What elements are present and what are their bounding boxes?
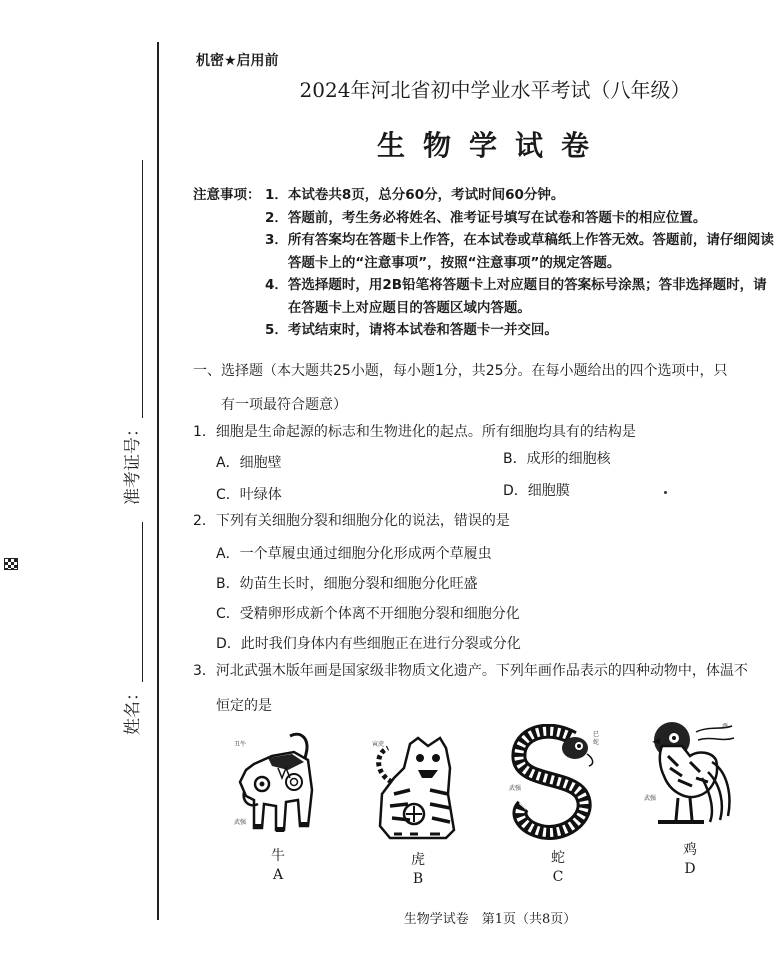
figure-rooster[interactable]	[640, 716, 740, 878]
section-heading	[193, 354, 773, 422]
question-3	[193, 661, 773, 716]
exam-id-blank[interactable]	[126, 160, 143, 418]
page-footer: 生物学试卷 第1页（共8页）	[403, 912, 577, 927]
q2-option-a[interactable]: A．一个草履虫通过细胞分化形成两个草履虫	[216, 546, 492, 562]
figure-name: 蛇	[551, 850, 565, 866]
question-1	[193, 422, 773, 442]
name-blank[interactable]	[126, 522, 143, 682]
question-2	[193, 511, 773, 531]
q2-option-d[interactable]: D．此时我们身体内有些细胞正在进行分裂或分化	[216, 636, 521, 652]
section-heading-line2: 有一项最符合题意）	[221, 397, 347, 413]
svg-text:酉: 酉	[722, 723, 729, 730]
woodblock-prints	[220, 723, 778, 898]
notice-item: 4． 答选择题时，用2B铅笔将答题卡上对应题目的答案标号涂黑；答非选择题时，请在答题卡上对应题目的答题区域内答题。	[265, 277, 767, 316]
figure-key: B	[412, 871, 424, 887]
exam-id-field	[118, 160, 143, 505]
name-field	[118, 522, 143, 735]
q1-option-c[interactable]: C．叶绿体	[216, 487, 282, 503]
svg-text:蛇: 蛇	[593, 739, 600, 746]
q2-option-c[interactable]: C．受精卵形成新个体离不开细胞分裂和细胞分化	[216, 606, 520, 622]
figure-name: 鸡	[683, 842, 697, 858]
notice-label: 注意事项：	[193, 187, 261, 203]
section-heading-line1: 一、选择题（本大题共25小题，每小题1分，共25分。在每小题给出的四个选项中，只	[193, 363, 728, 379]
svg-text:巳: 巳	[593, 731, 600, 738]
figure-name: 牛	[271, 848, 285, 864]
question-stem-line2: 恒定的是	[216, 698, 272, 714]
rooster-icon	[642, 716, 738, 836]
tiger-icon	[370, 734, 466, 846]
q1-option-a[interactable]: A．细胞壁	[216, 455, 282, 471]
figure-name: 虎	[411, 852, 425, 868]
figure-tiger[interactable]	[368, 734, 468, 888]
notice-item: 2． 答题前，考生务必将姓名、准考证号填写在试卷和答题卡的相应位置。	[265, 209, 707, 226]
binding-line	[157, 42, 159, 920]
figure-snake[interactable]	[506, 724, 610, 886]
q1-option-d[interactable]: D．细胞膜	[503, 483, 570, 499]
svg-text:武强: 武强	[644, 795, 657, 802]
notice-list	[265, 184, 775, 342]
notice-item: 5． 考试结束时，请将本试卷和答题卡一并交回。	[265, 322, 558, 338]
figure-ox[interactable]	[228, 730, 328, 884]
figure-key: D	[684, 861, 696, 877]
svg-text:武强: 武强	[234, 819, 247, 826]
snake-icon	[509, 724, 607, 844]
checker-marker-icon	[4, 558, 18, 570]
question-stem: 1．细胞是生命起源的标志和生物进化的起点。所有细胞均具有的结构是	[193, 424, 636, 440]
q1-option-b[interactable]: B．成形的细胞核	[503, 451, 611, 467]
exam-title: 2024年河北省初中学业水平考试（八年级）	[299, 78, 691, 102]
question-stem: 2．下列有关细胞分裂和细胞分化的说法，错误的是	[193, 513, 510, 529]
notice-item: 1． 本试卷共8页，总分60分，考试时间60分钟。	[265, 187, 565, 203]
notice-block	[193, 184, 775, 342]
svg-text:武强: 武强	[509, 785, 522, 792]
question-stem-line1: 3．河北武强木版年画是国家级非物质文化遗产。下列年画作品表示的四种动物中，体温不	[193, 663, 748, 679]
notice-item: 3． 所有答案均在答题卡上作答，在本试卷或草稿纸上作答无效。答题前，请仔细阅读答题卡上的“注意事项”，按照“注意事项”的规定答题。	[265, 232, 774, 271]
figure-key: A	[272, 867, 284, 883]
figure-key: C	[552, 869, 564, 885]
ox-icon	[232, 730, 324, 842]
name-label: 姓名：	[123, 684, 143, 735]
exam-id-label: 准考证号：	[123, 420, 143, 505]
svg-text:丑牛: 丑牛	[234, 741, 247, 748]
scan-speck	[664, 491, 667, 494]
svg-text:寅虎: 寅虎	[372, 741, 385, 748]
q2-option-b[interactable]: B．幼苗生长时，细胞分裂和细胞分化旺盛	[216, 576, 478, 592]
subject-title: 生物学试卷	[376, 129, 607, 162]
confidential-label: 机密★启用前	[196, 53, 279, 69]
